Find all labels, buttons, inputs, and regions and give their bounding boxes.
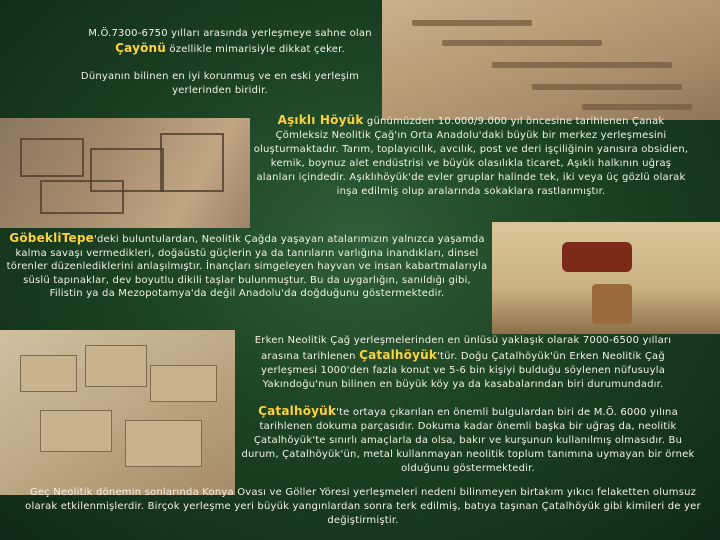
cayonu-excavation-photo bbox=[382, 0, 720, 120]
asikli-name: Aşıklı Höyük bbox=[277, 113, 364, 127]
asikli-hoyuk-photo bbox=[0, 118, 250, 228]
cayonu-rest: özellikle mimarisiyle dikkat çeker. bbox=[166, 44, 345, 55]
asikli-text: günümüzden 10.000/9.000 yıl öncesine tarihlenen Çanak Çömleksiz Neolitik Çağ'ın Orta Anadolu'daki büyük bir merkez yerleşmesini oluşturmaktadır. Tarım, toplayıcılık, avcılık, post ve deri işçiliğinin yanısıra obsidien, kemik, boynuz alet endüstrisi ve büyük olasılıkla ticaret, Aşıklı halkının uğraş alanları içindedir. Aşıklıhöyük'de evler gruplar halinde tek, iki veya üç gözlü olarak inşa edilmiş olup aralarında sokaklara rastlanmıştır. bbox=[253, 116, 689, 197]
catalhoyuk-name-2: Çatalhöyük bbox=[258, 404, 337, 418]
catalhoyuk-paragraph-1 bbox=[238, 334, 688, 392]
catalhoyuk-text: 'te ortaya çıkarılan en önemli bulgulardan biri de M.Ö. 6000 yılına tarihlenen dokuma parçasıdır. Dokuma kadar önemli başka bir uğraş da, neolitik Çatalhöyük'te sınırlı amaçlarla da olsa, bakır ve kurşunun kullanılmış olmasıdır. Bu durum, Çatalhöyük'ün, metal kullanmayan neolitik toplum tanımına uymayan bir örnek olduğunu göstermektedir. bbox=[241, 407, 695, 474]
catalhoyuk-after: 'tür. Doğu Çatalhöyük'ün Erken Neolitik Çağ yerleşmesi 1000'den fazla konut ve 5-6 bin kişiyi bulduğu söylenen nüfusuyla Yakındoğu'nun bilinen en büyük köy ya da kasabalarından biri durumundadır. bbox=[260, 351, 666, 390]
late-neolithic-paragraph: Geç Neolitik dönemin sonlarında Konya Ovası ve Göller Yöresi yerleşmeleri nedeni bilinmeyen birtakım yıkıcı felaketten olumsuz olarak etkilenmişlerdir. Birçok yerleşme yeri büyük yangınlardan sonra terk edilmiş, batıya taşınan Çatalhöyük gibi kimileri de yer değiştirmiştir. bbox=[25, 487, 701, 526]
cayonu-description: Dünyanın bilinen en iyi korunmuş ve en eski yerleşim yerlerinden biridir. bbox=[80, 71, 360, 96]
catalhoyuk-before: Erken Neolitik Çağ yerleşmelerinden en ünlüsü yaklaşık olarak 7000-6500 yılları arasına tarihlenen bbox=[254, 335, 672, 362]
cayonu-name: Çayönü bbox=[115, 41, 167, 55]
asikli-paragraph bbox=[252, 113, 690, 199]
gobekli-paragraph bbox=[6, 232, 488, 301]
cayonu-intro bbox=[60, 27, 400, 57]
gobeklitepe-ritual-photo bbox=[492, 222, 720, 334]
gobekli-name: GöbekliTepe bbox=[9, 231, 94, 245]
cayonu-date-line: M.Ö.7300-6750 yılları arasında yerleşmeye sahne olan bbox=[88, 28, 372, 39]
catalhoyuk-name-1: Çatalhöyük bbox=[359, 348, 438, 362]
catalhoyuk-paragraph-2 bbox=[238, 404, 698, 476]
catalhoyuk-reconstruction-photo bbox=[0, 330, 235, 495]
gobekli-text: 'deki buluntulardan, Neolitik Çağda yaşayan atalarımızın yalnızca yaşamda kalma savaşı vermedikleri, doğaüstü güçlerin ya da tanrıların varlığına inandıkları, dinsel törenler düzenlediklerini anlaşılmıştır. İnançları simgeleyen hayvan ve insan kabartmalarıyla süslü tapınaklar, dev boyutlu dikili taşlar bulunmuştur. Bu da uygarlığın, sanıldığı gibi, Filistin ya da Mezopotamya'da değil Anadolu'da doğduğunu göstermektedir. bbox=[6, 234, 488, 299]
